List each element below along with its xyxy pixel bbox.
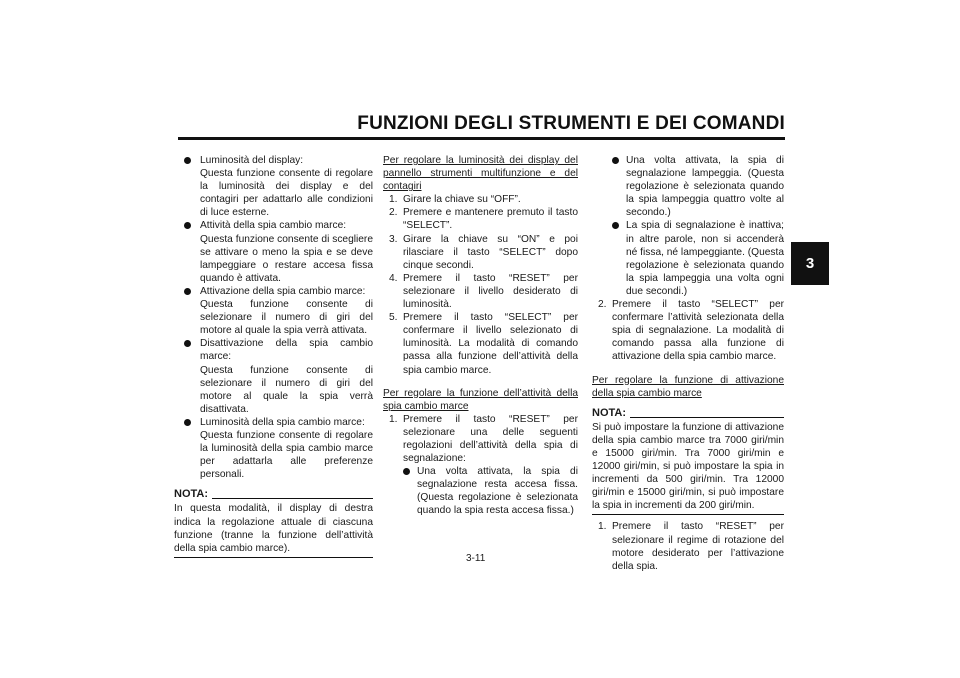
bullet-item: Disattivazione della spia cambio marce: Questa funzione consente di selezionare il numero di giri del motore al quale la spia verrà disattivata. — [174, 337, 373, 416]
note-end-rule — [174, 557, 373, 558]
bullet-item: Luminosità del display: Questa funzione consente di regolare la luminosità dei display e del contagiri per adattarlo alle condizioni di luce esterne. — [174, 154, 373, 219]
column-middle — [383, 154, 578, 518]
header-rule — [178, 137, 785, 140]
note-text: In questa modalità, il display di destra indica la regolazione attuale di ciascuna funzione (tranne la funzione dell’attività della spia cambio marce). — [174, 503, 373, 554]
step-item: 1. Premere il tasto “RESET” per selezionare una delle seguenti regolazioni dell’attività della spia di segnalazione: — [389, 413, 578, 465]
bullet-icon — [184, 340, 191, 347]
bullet-icon — [403, 468, 410, 475]
section-heading: Per regolare la luminosità dei display del pannello strumenti multifunzione e del contagiri — [383, 155, 578, 193]
note-header — [592, 407, 784, 420]
note-rule — [630, 417, 784, 418]
bullet-icon — [184, 288, 191, 295]
page-title: FUNZIONI DEGLI STRUMENTI E DEI COMANDI — [357, 113, 785, 134]
note-label: NOTA: — [592, 406, 627, 419]
bullet-item: Attività della spia cambio marce: Questa funzione consente di scegliere se attivare o meno la spia e se deve lampeggiare o restare accesa fissa quando è attivata. — [174, 219, 373, 284]
sub-bullet-item: La spia di segnalazione è inattiva; in altre parole, non si accenderà né fissa, né lampeggiante. (Questa regolazione è selezionata quando la spia lampeggia una volta ogni due secondi.) — [592, 219, 784, 298]
note-text: Si può impostare la funzione di attivazione della spia cambio marce tra 7000 giri/min e 15000 giri/min. Tra 7000 giri/min e 12000 giri/min, si può impostare la spia in incrementi da 500 giri/min. Tra 12000 giri/min e 15000 giri/min, si può impostare la spia in incrementi da 200 giri/min. — [592, 421, 784, 512]
note-header — [174, 488, 373, 501]
column-right — [592, 154, 784, 573]
chapter-tab: 3 — [791, 242, 829, 285]
step-item: 5. Premere il tasto “SELECT” per confermare il livello selezionato di luminosità. La modalità di comando passa alla funzione dell’attività della spia cambio marce. — [389, 312, 578, 376]
step-item: 1. Premere il tasto “RESET” per selezionare il regime di rotazione del motore desiderato per l’attivazione della spia. — [598, 521, 784, 572]
bullet-icon — [184, 419, 191, 426]
bullet-icon — [612, 222, 619, 229]
bullet-item: Attivazione della spia cambio marce: Questa funzione consente di selezionare il numero di giri del motore al quale la spia verrà attivata. — [174, 285, 373, 337]
bullet-item: Luminosità della spia cambio marce: Questa funzione consente di regolare la luminosità della spia cambio marce per adattarla alle preferenze personali. — [174, 416, 373, 481]
note-label: NOTA: — [174, 488, 209, 501]
section-heading: Per regolare la funzione dell’attività della spia cambio marce — [383, 387, 578, 412]
step-item: 2. Premere e mantenere premuto il tasto “SELECT”. — [389, 207, 578, 232]
bullet-icon — [184, 222, 191, 229]
note-end-rule — [592, 514, 784, 515]
bullet-icon — [184, 157, 191, 164]
column-left — [174, 154, 373, 558]
step-item: 3. Girare la chiave su “ON” e poi rilasciare il tasto “SELECT” dopo cinque secondi. — [389, 233, 578, 271]
sub-bullet-item: Una volta attivata, la spia di segnalazione resta accesa fissa. (Questa regolazione è selezionata quando la spia resta accesa fissa.) — [383, 465, 578, 517]
section-heading: Per regolare la funzione di attivazione della spia cambio marce — [592, 374, 784, 399]
note-rule — [212, 498, 373, 499]
step-item: 4. Premere il tasto “RESET” per selezionare il livello desiderato di luminosità. — [389, 272, 578, 311]
bullet-icon — [612, 157, 619, 164]
page-number: 3-11 — [466, 553, 486, 564]
step-item: 1. Girare la chiave su “OFF”. — [389, 194, 521, 206]
step-item: 2. Premere il tasto “SELECT” per confermare l’attività selezionata della spia di segnalazione. La modalità di comando passa alla funzione di attivazione della spia cambio marce. — [598, 299, 784, 363]
sub-bullet-item: Una volta attivata, la spia di segnalazione lampeggia. (Questa regolazione è selezionata quando la spia lampeggia quattro volte al secondo.) — [592, 154, 784, 219]
